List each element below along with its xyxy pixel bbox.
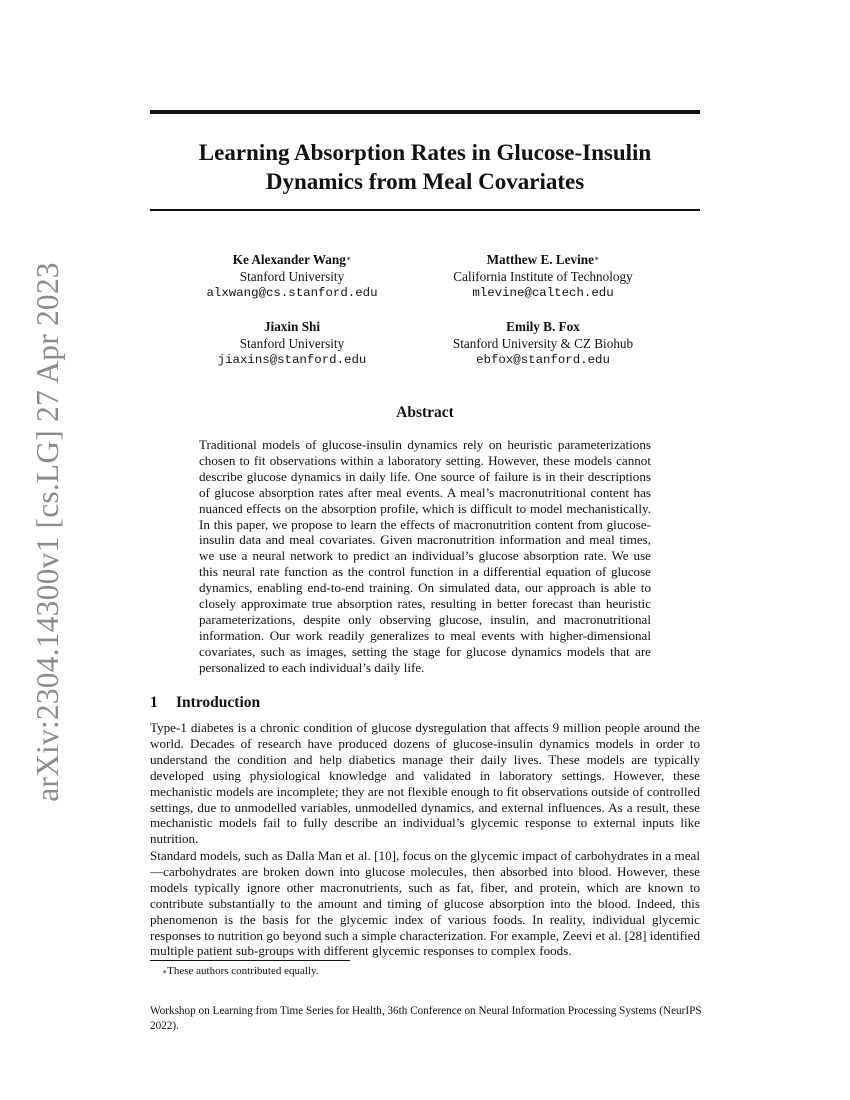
footnote-rule <box>150 960 350 961</box>
author-email[interactable]: jiaxins@stanford.edu <box>217 353 367 367</box>
author-block <box>393 318 693 369</box>
section-number: 1 <box>150 694 158 711</box>
arxiv-identifier-stamp <box>12 262 84 802</box>
author-email[interactable]: alxwang@cs.stanford.edu <box>206 286 378 300</box>
venue-notice: Workshop on Learning from Time Series for Health, 36th Conference on Neural Information Processing Systems (NeurIPS 2022). <box>150 1005 702 1032</box>
equal-contribution-mark: ∗ <box>345 254 352 263</box>
author-name: Jiaxin Shi <box>263 319 321 334</box>
author-affiliation: Stanford University <box>239 269 345 284</box>
author-affiliation: California Institute of Technology <box>453 269 633 284</box>
author-block <box>393 251 693 302</box>
footnote <box>162 965 319 978</box>
title-bottom-rule <box>150 209 700 211</box>
author-affiliation: Stanford University <box>239 336 345 351</box>
section-title: Introduction <box>176 694 261 711</box>
body-paragraph: Type-1 diabetes is a chronic condition of glucose dysregulation that affects 9 million people around the world. Decades of research have produced dozens of glucose-insulin dynamics models in order to understand the condition and help diabetics manage their daily lives. These models are typically developed using physiological knowledge and validated in laboratory settings. However, these mechanistic models are incomplete; they are not flexible enough to fit observations outside of controlled settings, due to unmodelled variables, unmodelled dynamics, and external influences. As a result, these mechanistic models fail to fully describe an individual’s glycemic response to external inputs like nutrition. <box>150 720 700 847</box>
arxiv-identifier-text: arXiv:2304.14300v1 [cs.LG] 27 Apr 2023 <box>30 262 66 802</box>
author-name: Matthew E. Levine∗ <box>486 252 600 267</box>
title-top-rule <box>150 110 700 114</box>
abstract-heading: Abstract <box>396 404 454 421</box>
section-heading-introduction <box>150 694 260 712</box>
paper-title <box>150 138 700 196</box>
body-paragraph: Standard models, such as Dalla Man et al. [10], focus on the glycemic impact of carbohydrates in a meal—carbohydrates are broken down into glucose molecules, then absorbed into blood. However, these models typically ignore other macronutrients, such as fat, fiber, and protein, which are known to contribute substantially to the amount and timing of glucose absorption into the blood. Indeed, this phenomenon is the basis for the glycemic index of various foods. In reality, individual glycemic responses to nutrition go beyond such a simple characterization. For example, Zeevi et al. [28] identified multiple patient sub-groups with different glycemic responses to complex foods. <box>150 848 700 959</box>
abstract-text: Traditional models of glucose-insulin dynamics rely on heuristic parameterizations chosen to fit observations within a laboratory setting. However, these models cannot describe glucose dynamics in daily life. One source of failure is in their descriptions of glucose absorption rates after meal events. A meal’s macronutritional content has nuanced effects on the absorption profile, which is difficult to model mechanistically. In this paper, we propose to learn the effects of macronutrition content from glucose-insulin data and meal covariates. Given macronutrition information and meal times, we use a neural network to predict an individual’s glucose absorption rate. We use this neural rate function as the control function in a differential equation of glucose dynamics, enabling end-to-end training. On simulated data, our approach is able to closely approximate true absorption rates, resulting in better forecast than heuristic parameterizations, despite only observing glucose, insulin, and macronutritional information. Our work readily generalizes to meal events with higher-dimensional covariates, such as images, setting the stage for glucose dynamics models that are personalized to each individual’s daily life. <box>199 437 651 675</box>
paper-title-line-2: Dynamics from Meal Covariates <box>265 169 585 194</box>
paper-title-line-1: Learning Absorption Rates in Glucose-Insulin <box>198 140 652 165</box>
equal-contribution-mark: ∗ <box>593 254 600 263</box>
footnote-text: These authors contributed equally. <box>167 965 319 977</box>
author-email[interactable]: ebfox@stanford.edu <box>476 353 610 367</box>
author-name: Emily B. Fox <box>506 319 580 334</box>
footnote-mark: ∗ <box>162 967 168 976</box>
author-name: Ke Alexander Wang∗ <box>232 252 352 267</box>
author-email[interactable]: mlevine@caltech.edu <box>472 286 614 300</box>
author-affiliation: Stanford University & CZ Biohub <box>452 336 634 351</box>
